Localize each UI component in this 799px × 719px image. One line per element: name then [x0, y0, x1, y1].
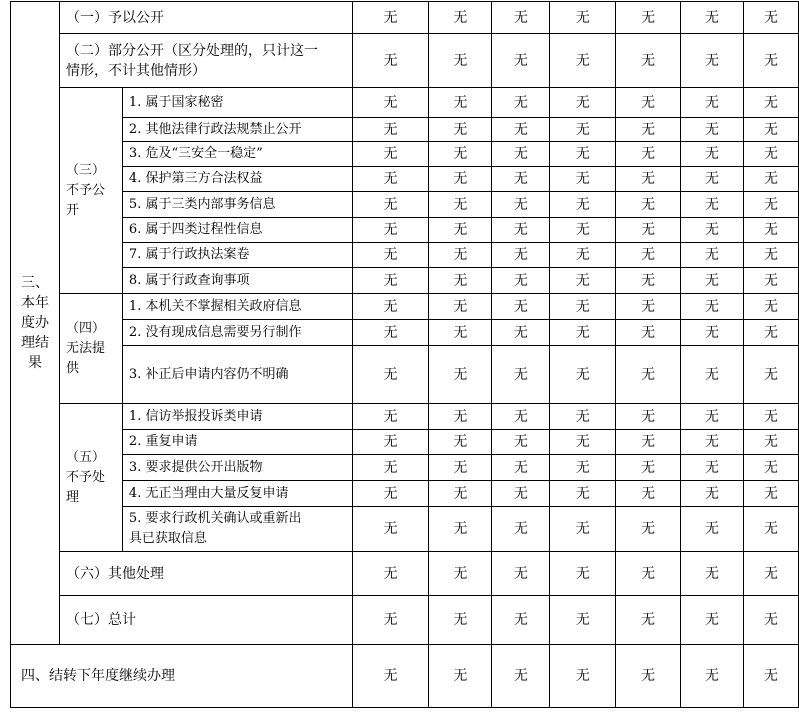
table-row: [11, 294, 799, 320]
value-cell: 无: [616, 268, 681, 294]
value-cell: 无: [616, 507, 681, 552]
value-cell: 无: [681, 118, 744, 142]
value-cell: 无: [550, 430, 616, 455]
value-cell: 无: [681, 88, 744, 118]
value-cell: 无: [429, 552, 492, 596]
value-cell: 无: [550, 552, 616, 596]
value-cell: 无: [492, 34, 550, 88]
value-cell: 无: [429, 294, 492, 320]
label-line: 5. 要求行政机关确认或重新出: [128, 511, 302, 526]
value-cell: 无: [352, 404, 429, 430]
value-cell: 无: [352, 243, 429, 268]
table-row: [11, 142, 799, 167]
row-label: （六）其他处理: [59, 552, 352, 596]
item-label: 7. 属于行政执法案卷: [122, 243, 352, 268]
value-cell: 无: [352, 481, 429, 507]
value-cell: 无: [616, 2, 681, 34]
value-cell: 无: [550, 118, 616, 142]
value-cell: 无: [429, 455, 492, 481]
value-cell: 无: [744, 167, 799, 192]
value-cell: 无: [681, 320, 744, 346]
table-row: [11, 192, 799, 218]
row-label: （七）总计: [59, 596, 352, 645]
label-line: 理: [65, 489, 79, 505]
value-cell: 无: [352, 2, 429, 34]
table-row: [11, 88, 799, 118]
group-label: [59, 88, 122, 294]
value-cell: 无: [744, 645, 799, 708]
value-cell: 无: [492, 192, 550, 218]
table-wrapper: [10, 1, 799, 708]
value-cell: 无: [616, 294, 681, 320]
value-cell: 无: [352, 596, 429, 645]
item-label: 4. 保护第三方合法权益: [122, 167, 352, 192]
value-cell: 无: [352, 346, 429, 404]
item-label: 2. 其他法律行政法规禁止公开: [122, 118, 352, 142]
label-line: 理结: [20, 335, 49, 351]
value-cell: 无: [681, 481, 744, 507]
section3-label: [11, 2, 60, 645]
value-cell: 无: [616, 346, 681, 404]
value-cell: 无: [681, 142, 744, 167]
table-row: [11, 34, 799, 88]
value-cell: 无: [744, 320, 799, 346]
item-label: 1. 本机关不掌握相关政府信息: [122, 294, 352, 320]
value-cell: 无: [429, 218, 492, 243]
value-cell: 无: [550, 645, 616, 708]
label-line: （四）: [65, 320, 105, 336]
value-cell: 无: [492, 346, 550, 404]
value-cell: 无: [616, 243, 681, 268]
table-row: [11, 404, 799, 430]
value-cell: 无: [429, 404, 492, 430]
value-cell: 无: [744, 507, 799, 552]
value-cell: 无: [681, 243, 744, 268]
value-cell: 无: [681, 552, 744, 596]
value-cell: 无: [681, 346, 744, 404]
value-cell: 无: [492, 507, 550, 552]
label-line: 果: [27, 355, 42, 371]
value-cell: 无: [550, 455, 616, 481]
value-cell: 无: [550, 218, 616, 243]
value-cell: 无: [429, 645, 492, 708]
value-cell: 无: [352, 320, 429, 346]
row-label: [59, 34, 352, 88]
value-cell: 无: [744, 2, 799, 34]
value-cell: 无: [681, 294, 744, 320]
value-cell: 无: [429, 346, 492, 404]
value-cell: 无: [352, 34, 429, 88]
value-cell: 无: [616, 404, 681, 430]
value-cell: 无: [352, 507, 429, 552]
table-row: [11, 346, 799, 404]
value-cell: 无: [550, 294, 616, 320]
label-line: 具已获取信息: [128, 531, 207, 546]
value-cell: 无: [492, 268, 550, 294]
value-cell: 无: [681, 455, 744, 481]
table-row: [11, 507, 799, 552]
table-row: [11, 552, 799, 596]
value-cell: 无: [616, 218, 681, 243]
item-label: 1. 属于国家秘密: [122, 88, 352, 118]
label-line: （五）: [65, 449, 105, 465]
table-row: [11, 118, 799, 142]
label-line: 无法提: [65, 340, 105, 356]
group-label: [59, 294, 122, 404]
label-line: （二）部分公开（区分处理的，只计这一: [65, 42, 318, 59]
table-row: [11, 243, 799, 268]
row-label: （一）予以公开: [59, 2, 352, 34]
value-cell: 无: [429, 167, 492, 192]
value-cell: 无: [550, 2, 616, 34]
value-cell: 无: [550, 481, 616, 507]
value-cell: 无: [429, 2, 492, 34]
value-cell: 无: [550, 268, 616, 294]
item-label: 2. 重复申请: [122, 430, 352, 455]
value-cell: 无: [744, 88, 799, 118]
value-cell: 无: [352, 455, 429, 481]
value-cell: 无: [492, 404, 550, 430]
item-label: 8. 属于行政查询事项: [122, 268, 352, 294]
value-cell: 无: [744, 142, 799, 167]
value-cell: 无: [744, 268, 799, 294]
value-cell: 无: [352, 552, 429, 596]
label-line: 供: [65, 360, 79, 376]
value-cell: 无: [492, 552, 550, 596]
table-row: [11, 596, 799, 645]
label-line: （三）: [65, 162, 105, 178]
value-cell: 无: [616, 142, 681, 167]
item-label: 1. 信访举报投诉类申请: [122, 404, 352, 430]
table-row: [11, 320, 799, 346]
value-cell: 无: [744, 430, 799, 455]
item-label: [122, 507, 352, 552]
value-cell: 无: [492, 243, 550, 268]
value-cell: 无: [429, 118, 492, 142]
label-line: 度办: [20, 315, 49, 331]
value-cell: 无: [352, 142, 429, 167]
value-cell: 无: [681, 507, 744, 552]
label-line: 本年: [20, 295, 49, 311]
item-label: 4. 无正当理由大量反复申请: [122, 481, 352, 507]
value-cell: 无: [492, 118, 550, 142]
group-label: [59, 404, 122, 552]
value-cell: 无: [492, 167, 550, 192]
value-cell: 无: [616, 320, 681, 346]
value-cell: 无: [429, 34, 492, 88]
table-row: [11, 481, 799, 507]
value-cell: 无: [616, 455, 681, 481]
value-cell: 无: [616, 192, 681, 218]
value-cell: 无: [681, 268, 744, 294]
value-cell: 无: [429, 192, 492, 218]
value-cell: 无: [429, 320, 492, 346]
table-row: [11, 218, 799, 243]
value-cell: 无: [352, 88, 429, 118]
value-cell: 无: [492, 430, 550, 455]
value-cell: 无: [681, 645, 744, 708]
value-cell: 无: [744, 243, 799, 268]
value-cell: 无: [616, 645, 681, 708]
value-cell: 无: [616, 118, 681, 142]
item-label: 2. 没有现成信息需要另行制作: [122, 320, 352, 346]
value-cell: 无: [429, 243, 492, 268]
value-cell: 无: [492, 481, 550, 507]
table-row: [11, 455, 799, 481]
value-cell: 无: [744, 294, 799, 320]
disclosure-results-table: [10, 1, 799, 708]
value-cell: 无: [492, 142, 550, 167]
value-cell: 无: [744, 118, 799, 142]
value-cell: 无: [681, 192, 744, 218]
value-cell: 无: [352, 218, 429, 243]
value-cell: 无: [429, 507, 492, 552]
table-row: [11, 430, 799, 455]
label-line: 不予处: [65, 469, 105, 485]
value-cell: 无: [492, 596, 550, 645]
value-cell: 无: [352, 268, 429, 294]
value-cell: 无: [352, 167, 429, 192]
value-cell: 无: [550, 346, 616, 404]
item-label: 3. 危及“三安全一稳定”: [122, 142, 352, 167]
value-cell: 无: [492, 294, 550, 320]
value-cell: 无: [616, 596, 681, 645]
value-cell: 无: [681, 2, 744, 34]
value-cell: 无: [744, 192, 799, 218]
value-cell: 无: [550, 88, 616, 118]
value-cell: 无: [744, 34, 799, 88]
item-label: 6. 属于四类过程性信息: [122, 218, 352, 243]
table-row: [11, 268, 799, 294]
value-cell: 无: [429, 481, 492, 507]
value-cell: 无: [550, 320, 616, 346]
value-cell: 无: [550, 507, 616, 552]
value-cell: 无: [550, 243, 616, 268]
value-cell: 无: [616, 167, 681, 192]
value-cell: 无: [352, 118, 429, 142]
value-cell: 无: [744, 346, 799, 404]
label-line: 三、: [20, 275, 49, 291]
value-cell: 无: [681, 596, 744, 645]
label-line: 情形，不计其他情形）: [65, 62, 206, 79]
value-cell: 无: [681, 218, 744, 243]
value-cell: 无: [550, 34, 616, 88]
value-cell: 无: [616, 88, 681, 118]
section4-label: 四、结转下年度继续办理: [11, 645, 353, 708]
value-cell: 无: [744, 218, 799, 243]
table-row: [11, 2, 799, 34]
value-cell: 无: [744, 552, 799, 596]
label-line: 不予公: [65, 182, 105, 198]
value-cell: 无: [550, 404, 616, 430]
value-cell: 无: [681, 430, 744, 455]
table-row: [11, 167, 799, 192]
value-cell: 无: [744, 596, 799, 645]
value-cell: 无: [492, 645, 550, 708]
value-cell: 无: [429, 88, 492, 118]
value-cell: 无: [681, 34, 744, 88]
value-cell: 无: [492, 88, 550, 118]
value-cell: 无: [352, 645, 429, 708]
item-label: 3. 补正后申请内容仍不明确: [122, 346, 352, 404]
value-cell: 无: [352, 430, 429, 455]
value-cell: 无: [744, 455, 799, 481]
label-line: 开: [65, 202, 79, 218]
value-cell: 无: [492, 320, 550, 346]
table-row: [11, 645, 799, 708]
value-cell: 无: [429, 596, 492, 645]
value-cell: 无: [550, 596, 616, 645]
value-cell: 无: [550, 192, 616, 218]
value-cell: 无: [616, 552, 681, 596]
item-label: 5. 属于三类内部事务信息: [122, 192, 352, 218]
value-cell: 无: [681, 167, 744, 192]
item-label: 3. 要求提供公开出版物: [122, 455, 352, 481]
value-cell: 无: [492, 218, 550, 243]
value-cell: 无: [681, 404, 744, 430]
value-cell: 无: [616, 34, 681, 88]
value-cell: 无: [429, 430, 492, 455]
value-cell: 无: [550, 142, 616, 167]
value-cell: 无: [352, 192, 429, 218]
value-cell: 无: [550, 167, 616, 192]
value-cell: 无: [744, 404, 799, 430]
value-cell: 无: [429, 142, 492, 167]
value-cell: 无: [616, 430, 681, 455]
value-cell: 无: [352, 294, 429, 320]
value-cell: 无: [429, 268, 492, 294]
value-cell: 无: [492, 2, 550, 34]
value-cell: 无: [616, 481, 681, 507]
value-cell: 无: [492, 455, 550, 481]
value-cell: 无: [744, 481, 799, 507]
